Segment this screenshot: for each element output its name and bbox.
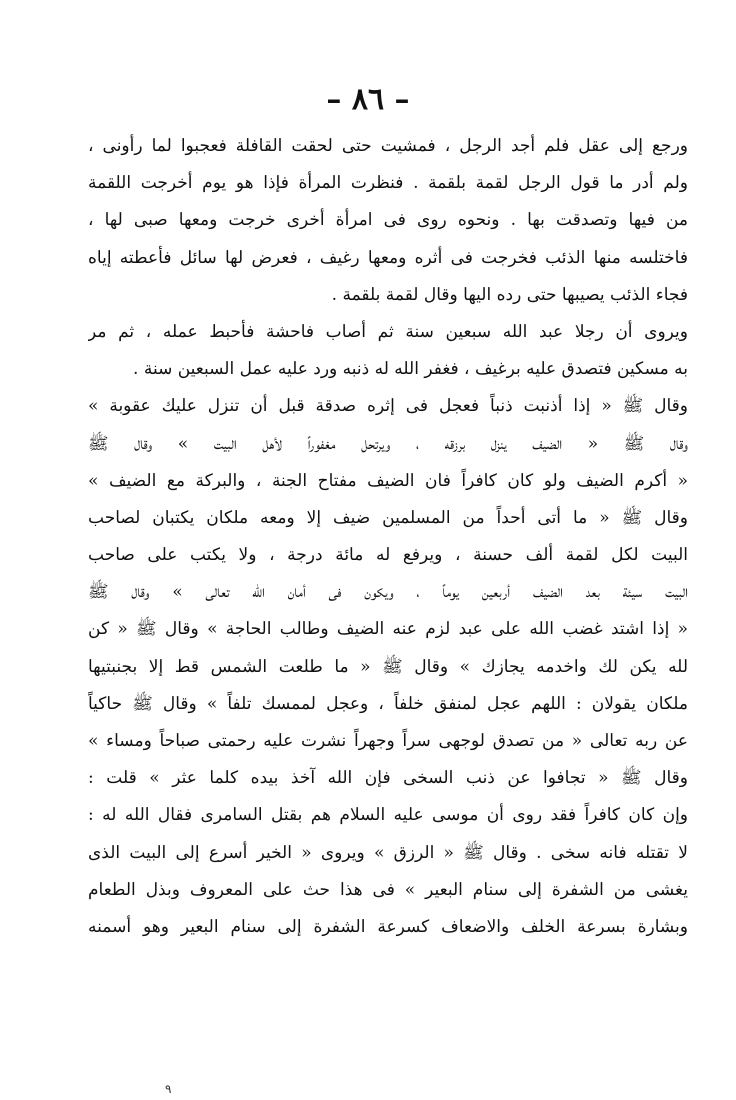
text-line: يغشى من الشفرة إلى سنام البعير » فى هذا حث على المعروف وبذل الطعام [88,879,688,900]
page-number: – ٨٦ – [326,82,410,117]
text-line: به مسكين فتصدق عليه برغيف ، فغفر الله له ذنبه ورد عليه عمل السبعين سنة . [133,359,688,380]
body-text [88,128,688,946]
text-line: البيت سيئة بعد الضيف أربعين يوماً ، ويكون فى أمان الله تعالى » وقال ﷺ [88,582,688,603]
text-line: فاختلسه منها الذئب فخرجت فى أثره ومعها رغيف ، فعرض لها سائل فأعطته إياه [88,247,688,268]
text-line: عن ربه تعالى « من تصدق لوجهى سراً وجهراً نشرت عليه رحمتى صباحاً ومساء » [88,731,688,751]
text-line: وبشارة بسرعة الخلف والاضعاف كسرعة الشفرة إلى سنام البعير وهو أسمنه [88,916,688,937]
text-line: « إذا اشتد غضب الله على عبد لزم عنه الضيف وطالب الحاجة » وقال ﷺ « كن [88,619,688,640]
text-line: وقال ﷺ « إذا أذنبت ذنباً فعجل فى إثره صدقة قبل أن تنزل عليك عقوبة » [88,396,688,417]
text-line: لا تقتله فانه سخى . وقال ﷺ « الرزق » ويروى « الخير أسرع إلى البيت الذى [88,842,688,863]
text-line: وإن كان كافراً فقد روى أن موسى عليه السلام هم بقتل السامرى فقال الله له : [88,805,688,826]
text-line: ورجع إلى عقل فلم أجد الرجل ، فمشيت حتى لحقت القافلة فعجبوا لما رأونى ، [88,136,688,156]
text-line: ويروى أن رجلا عبد الله سبعين سنة ثم أصاب فاحشة فأحبط عمله ، ثم مر [88,321,688,342]
text-line: لله يكن لك واخدمه يجازك » وقال ﷺ « ما طلعت الشمس قط إلا بجنبتيها [88,656,688,677]
text-line: وقال ﷺ « ما أتى أحداً من المسلمين ضيف إلا ومعه ملكان يكتبان لصاحب [88,507,688,528]
text-line: « أكرم الضيف ولو كان كافراً فان الضيف مفتاح الجنة ، والبركة مع الضيف » [88,470,688,491]
text-line: ولم أدر ما قول الرجل لقمة بلقمة . فنظرت المرأة فإذا هو يوم أخرجت اللقمة [88,173,688,194]
text-line: ملكان يقولان : اللهم عجل لمنفق خلفاً ، وعجل لممسك تلفاً » وقال ﷺ حاكياً [88,693,688,714]
text-line: فجاء الذئب يصيبها حتى رده اليها وقال لقمة بلقمة . [331,284,688,305]
footer-mark: ٩ [165,1082,172,1096]
text-line: وقال ﷺ « تجافوا عن ذنب السخى فإن الله آخذ بيده كلما عثر » قلت : [88,768,688,789]
text-line: البيت لكل لقمة ألف حسنة ، ويرفع له مائة درجة ، ولا يكتب على صاحب [88,545,688,566]
text-line: من فيها وتصدقت بها . ونحوه روى فى امرأة أخرى خرجت ومعها صبى لها ، [88,210,688,231]
text-line: وقال ﷺ « الضيف ينزل برزقه ، ويرتحل مغفوراً لأهل البيت » وقال ﷺ [88,433,688,454]
